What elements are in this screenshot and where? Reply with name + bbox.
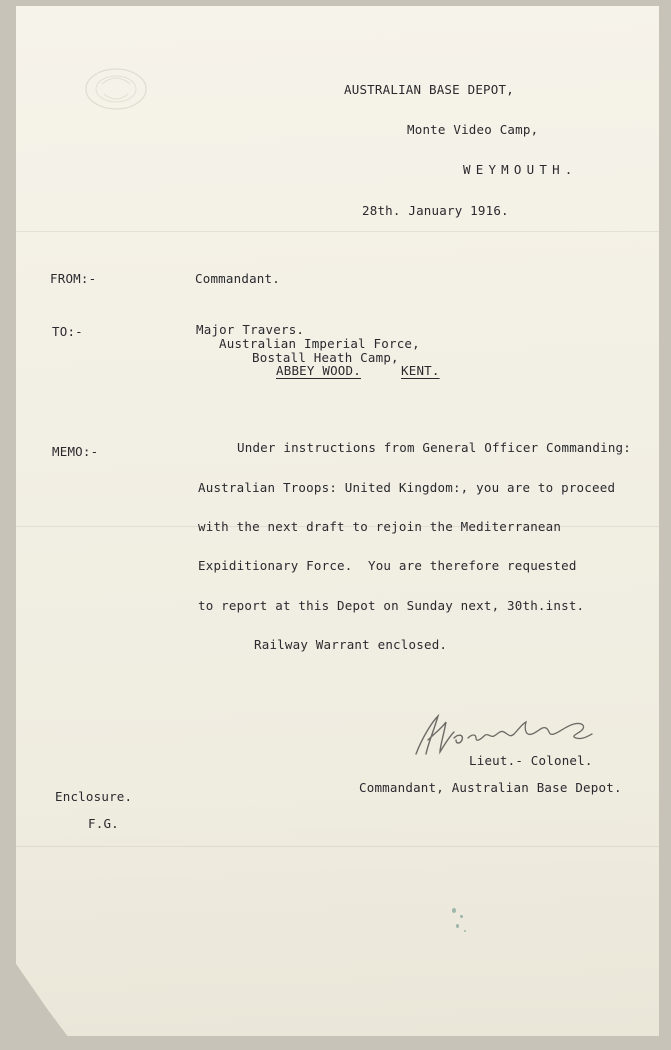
ink-speck — [456, 924, 459, 928]
memo-line: Under instructions from General Officer Commanding: — [237, 440, 632, 455]
to-place: ABBEY WOOD. — [276, 363, 361, 378]
typist-initials: F.G. — [88, 816, 119, 831]
paper-crease — [16, 846, 659, 847]
letterhead-line1: AUSTRALIAN BASE DEPOT, — [344, 82, 514, 97]
memo-line: Railway Warrant enclosed. — [254, 637, 448, 652]
letterhead-line2: Monte Video Camp, — [407, 122, 539, 137]
from-value: Commandant. — [195, 271, 280, 286]
to-county: KENT. — [401, 363, 440, 378]
letter-date: 28th. January 1916. — [362, 203, 509, 218]
from-label: FROM:- — [50, 271, 97, 286]
memo-line: Expiditionary Force. You are therefore requested — [198, 558, 577, 573]
to-line2: Australian Imperial Force, — [219, 336, 420, 351]
signature-rank: Lieut.- Colonel. — [469, 753, 593, 768]
to-line3: Bostall Heath Camp, — [252, 350, 399, 365]
ink-speck — [464, 930, 466, 932]
ink-speck — [460, 915, 463, 918]
memo-label: MEMO:- — [52, 444, 99, 459]
ink-speck — [452, 908, 456, 913]
memo-line: with the next draft to rejoin the Mediterranean — [198, 519, 562, 534]
to-label: TO:- — [52, 324, 83, 339]
enclosure-label: Enclosure. — [55, 789, 133, 804]
signature-title: Commandant, Australian Base Depot. — [359, 780, 622, 795]
embossed-crest-icon — [80, 64, 152, 114]
memo-line: to report at this Depot on Sunday next, 30th.inst. — [198, 598, 585, 613]
to-line1: Major Travers. — [196, 322, 305, 337]
letterhead-line3: WEYMOUTH. — [463, 162, 578, 177]
paper-crease — [16, 231, 659, 232]
memo-line: Australian Troops: United Kingdom:, you are to proceed — [198, 480, 616, 495]
